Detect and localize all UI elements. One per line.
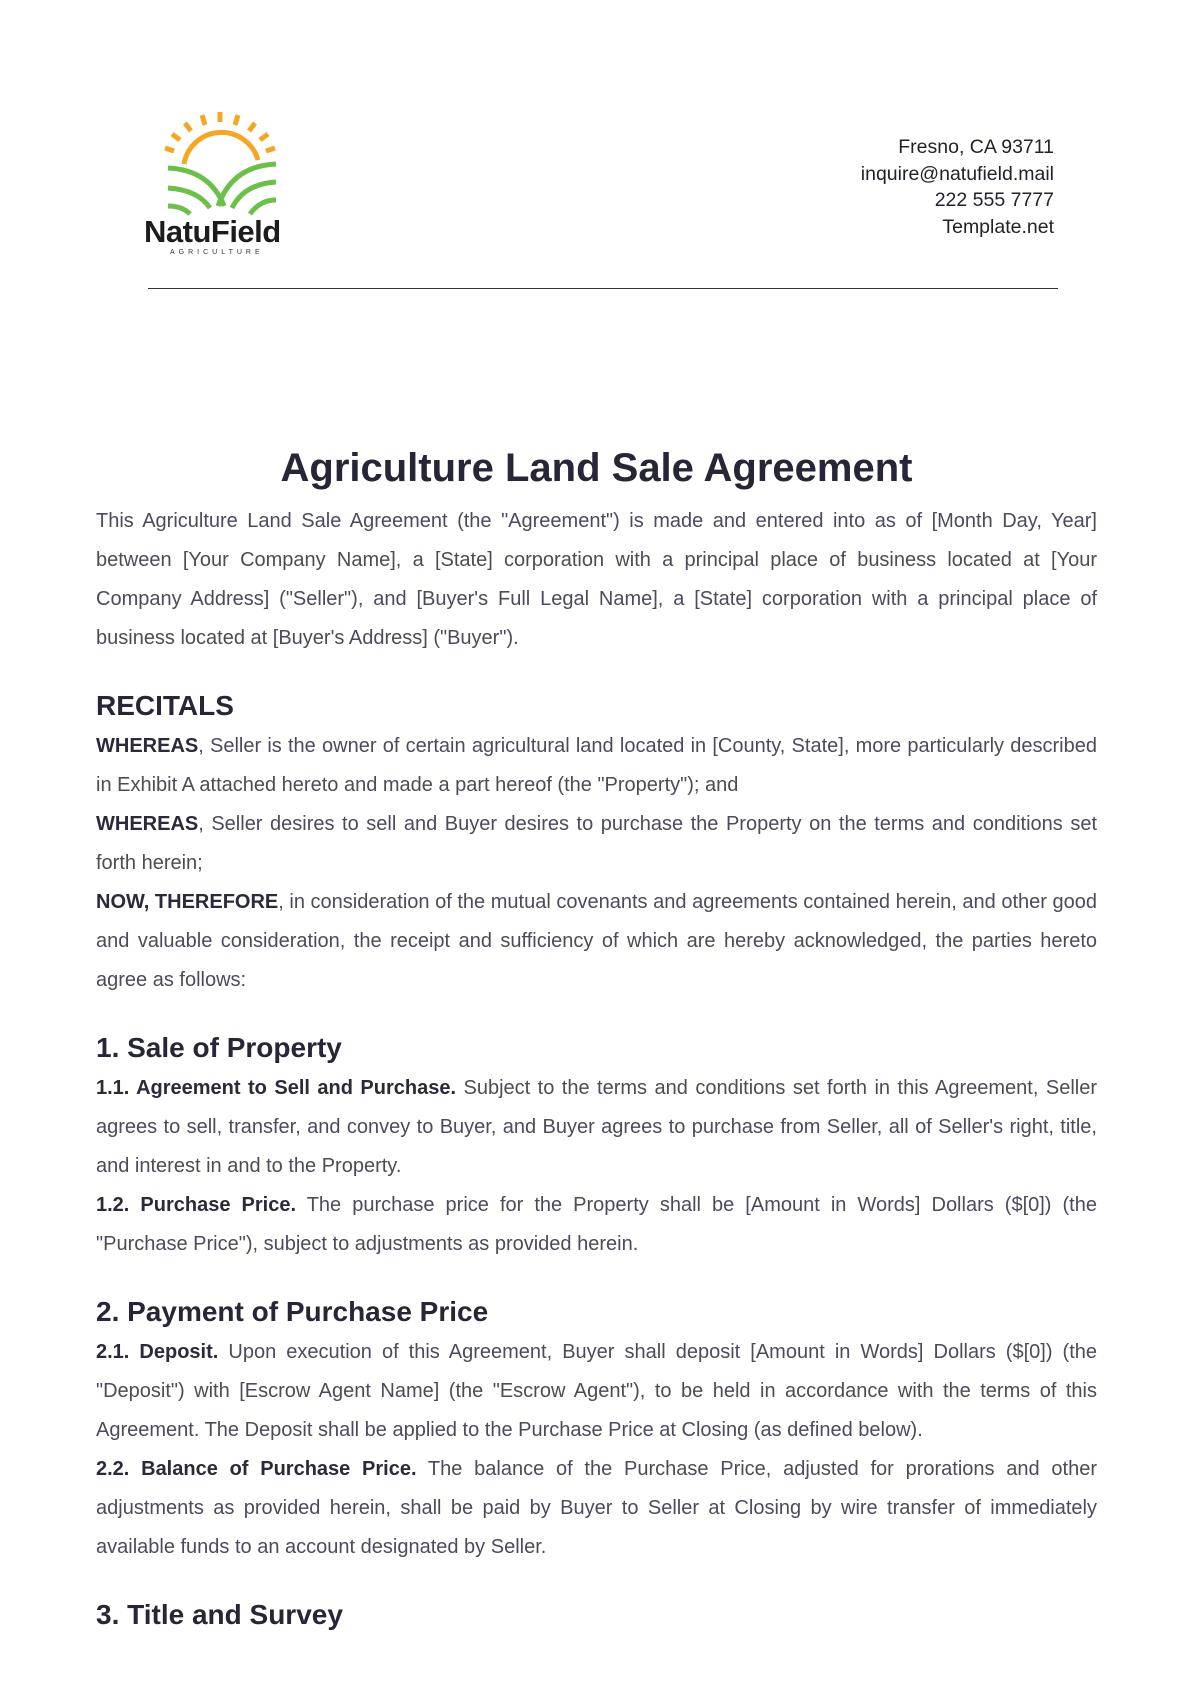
recital-lead: NOW, THEREFORE (96, 891, 279, 913)
recital-item (96, 883, 1097, 1000)
email: inquire@natufield.mail (860, 162, 1054, 185)
recital-item (96, 727, 1097, 805)
section-heading: 2. Payment of Purchase Price (96, 1296, 489, 1327)
brand-name: NatuField (144, 214, 281, 249)
recitals-heading: RECITALS (96, 690, 234, 721)
clause-lead: 1.2. Purchase Price. (96, 1194, 296, 1216)
recital-lead: WHEREAS (96, 813, 199, 835)
document-title: Agriculture Land Sale Agreement (280, 446, 913, 490)
address-line: Fresno, CA 93711 (898, 136, 1054, 158)
section-heading: 3. Title and Survey (96, 1599, 343, 1630)
clause-lead: 1.1. Agreement to Sell and Purchase. (96, 1077, 457, 1099)
clause (96, 1450, 1097, 1567)
header-divider (148, 288, 1058, 289)
clause (96, 1069, 1097, 1186)
clause (96, 1333, 1097, 1450)
clause-lead: 2.2. Balance of Purchase Price. (96, 1458, 417, 1480)
clause-text: The purchase price for the Property shall be [Amount in Words] Dollars ($[0]) (the "Purchase Price"), subject to adjustments as provided herein. (96, 1194, 1097, 1255)
intro-paragraph: This Agriculture Land Sale Agreement (the "Agreement") is made and entered into as of [Month Day, Year] between [Your Company Name], a [State] corporation with a principal place of business located at [Your Company Address] ("Seller"), and [Buyer's Full Legal Name], a [State] corporation with a principal place of business located at [Buyer's Address] ("Buyer"). (96, 510, 1097, 649)
document-body (96, 440, 1097, 1636)
company-contact (861, 134, 1054, 240)
recital-text: , Seller is the owner of certain agricultural land located in [County, State], more particularly described in Exhibit A attached hereto and made a part hereof (the "Property"); and (96, 735, 1097, 796)
recital-text: , in consideration of the mutual covenants and agreements contained herein, and other good and valuable consideration, the receipt and sufficiency of which are hereby acknowledged, the parties hereto agree as follows: (96, 891, 1097, 991)
clause-lead: 2.1. Deposit. (96, 1341, 219, 1363)
website: Template.net (942, 215, 1054, 238)
phone: 222 555 7777 (934, 189, 1054, 211)
clause-text: Subject to the terms and conditions set forth in this Agreement, Seller agrees to sell, transfer, and convey to Buyer, and Buyer agrees to purchase from Seller, all of Seller's right, title, and interest in and to the Property. (96, 1077, 1097, 1177)
section-heading: 1. Sale of Property (96, 1032, 342, 1063)
brand-tagline: AGRICULTURE (170, 249, 264, 256)
recital-text: , Seller desires to sell and Buyer desires to purchase the Property on the terms and conditions set forth herein; (96, 813, 1097, 874)
clause-text: The balance of the Purchase Price, adjusted for prorations and other adjustments as provided herein, shall be paid by Buyer to Seller at Closing by wire transfer of immediately available funds to an account designated by Seller. (96, 1458, 1098, 1558)
recital-lead: WHEREAS (96, 735, 199, 757)
recital-item (96, 805, 1097, 883)
clause-text: Upon execution of this Agreement, Buyer shall deposit [Amount in Words] Dollars ($[0]) (the "Deposit") with [Escrow Agent Name] (the "Escrow Agent"), to be held in accordance with the terms of this Agreement. The Deposit shall be applied to the Purchase Price at Closing (as defined below). (96, 1341, 1098, 1441)
clause (96, 1186, 1097, 1264)
